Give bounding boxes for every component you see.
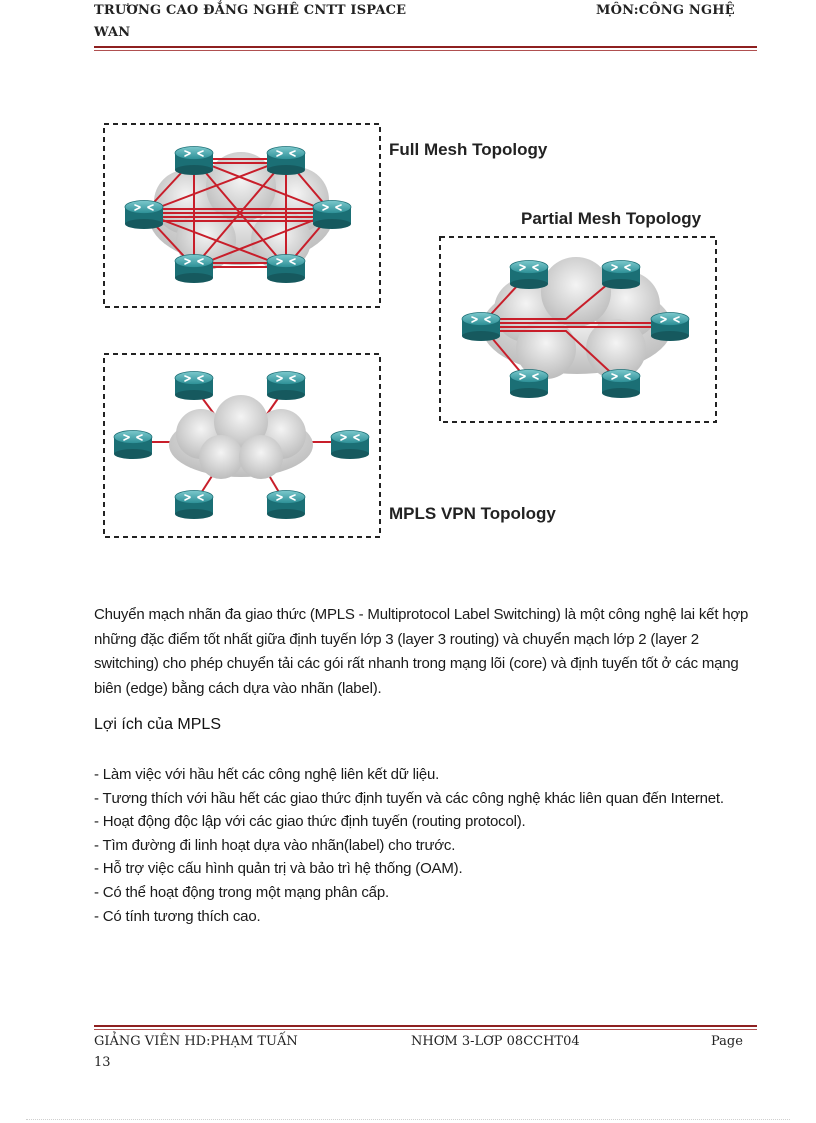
- benefits-heading: Lợi ích của MPLS: [94, 716, 221, 733]
- list-item: - Tương thích với hầu hết các giao thức định tuyến và các công nghệ khác liên quan đến Internet.: [94, 789, 724, 807]
- header-subject-wan: WAN: [94, 25, 131, 40]
- router-icon: [267, 255, 305, 284]
- router-icon: [114, 431, 152, 460]
- mpls-description-paragraph: Chuyển mạch nhãn đa giao thức (MPLS - Multiprotocol Label Switching) là một công nghệ lai kết hợp những đặc điểm tốt nhất giữa định tuyến lớp 3 (layer 3 routing) và chuyển mạch lớp 2 (layer 2 switching) cho phép chuyển tải các gói rất nhanh trong mạng lõi (core) và định tuyến tốt ở các mạng biên (edge) bằng cách dựa vào nhãn (label).: [94, 606, 749, 697]
- header-course-label: MÔN:CÔNG NGHỆ: [596, 3, 735, 18]
- router-icon: [651, 313, 689, 342]
- header-rule-thin: [94, 50, 757, 51]
- list-item: - Hỗ trợ việc cấu hình quản trị và bảo trì hệ thống (OAM).: [94, 860, 463, 878]
- router-icon: [175, 147, 213, 176]
- list-item: - Làm việc với hầu hết các công nghệ liên kết dữ liệu.: [94, 766, 440, 783]
- router-icon: [175, 491, 213, 520]
- router-icon: [331, 431, 369, 460]
- router-icon: [267, 147, 305, 176]
- list-item: - Tìm đường đi linh hoạt dựa vào nhãn(label) cho trước.: [94, 836, 456, 854]
- header-rule-thick: [94, 46, 757, 48]
- footer-page-number: 13: [94, 1055, 111, 1070]
- router-icon: [602, 370, 640, 399]
- topology-figure: [96, 112, 728, 544]
- router-icon: [510, 261, 548, 290]
- router-icon: [175, 255, 213, 284]
- list-item: - Có tính tương thích cao.: [94, 907, 261, 925]
- page-bottom-divider: [26, 1119, 790, 1120]
- router-icon: [267, 491, 305, 520]
- router-icon: [602, 261, 640, 290]
- router-icon: [313, 201, 351, 230]
- footer-rule-thin: [94, 1029, 757, 1030]
- header-school-name: TRƯƠNG CAO ĐẲNG NGHÊ CNTT ISPACE: [94, 3, 407, 18]
- router-icon: [125, 201, 163, 230]
- mpls-vpn-title: MPLS VPN Topology: [389, 504, 556, 523]
- router-icon: [175, 372, 213, 401]
- list-item: - Có thể hoạt động trong một mạng phân cấp.: [94, 883, 389, 901]
- footer-group-class: NHƠM 3-LƠP 08CCHT04: [411, 1034, 580, 1049]
- mpls-cloud: [169, 395, 313, 479]
- mpls-vpn-panel: [104, 354, 556, 537]
- partial-mesh-title: Partial Mesh Topology: [521, 209, 702, 228]
- router-icon: [267, 372, 305, 401]
- partial-mesh-panel: [440, 209, 716, 422]
- router-icon: [462, 313, 500, 342]
- benefits-list: [94, 763, 760, 928]
- router-icon: [510, 370, 548, 399]
- list-item: - Hoạt động độc lập với các giao thức định tuyến (routing protocol).: [94, 813, 526, 831]
- footer-page-label: Page: [711, 1034, 743, 1049]
- footer-instructor: GIẢNG VIÊN HD:PHẠM TUẤN: [94, 1034, 298, 1049]
- footer-rule-thick: [94, 1025, 757, 1027]
- full-mesh-title: Full Mesh Topology: [389, 140, 548, 159]
- full-mesh-panel: [104, 124, 548, 307]
